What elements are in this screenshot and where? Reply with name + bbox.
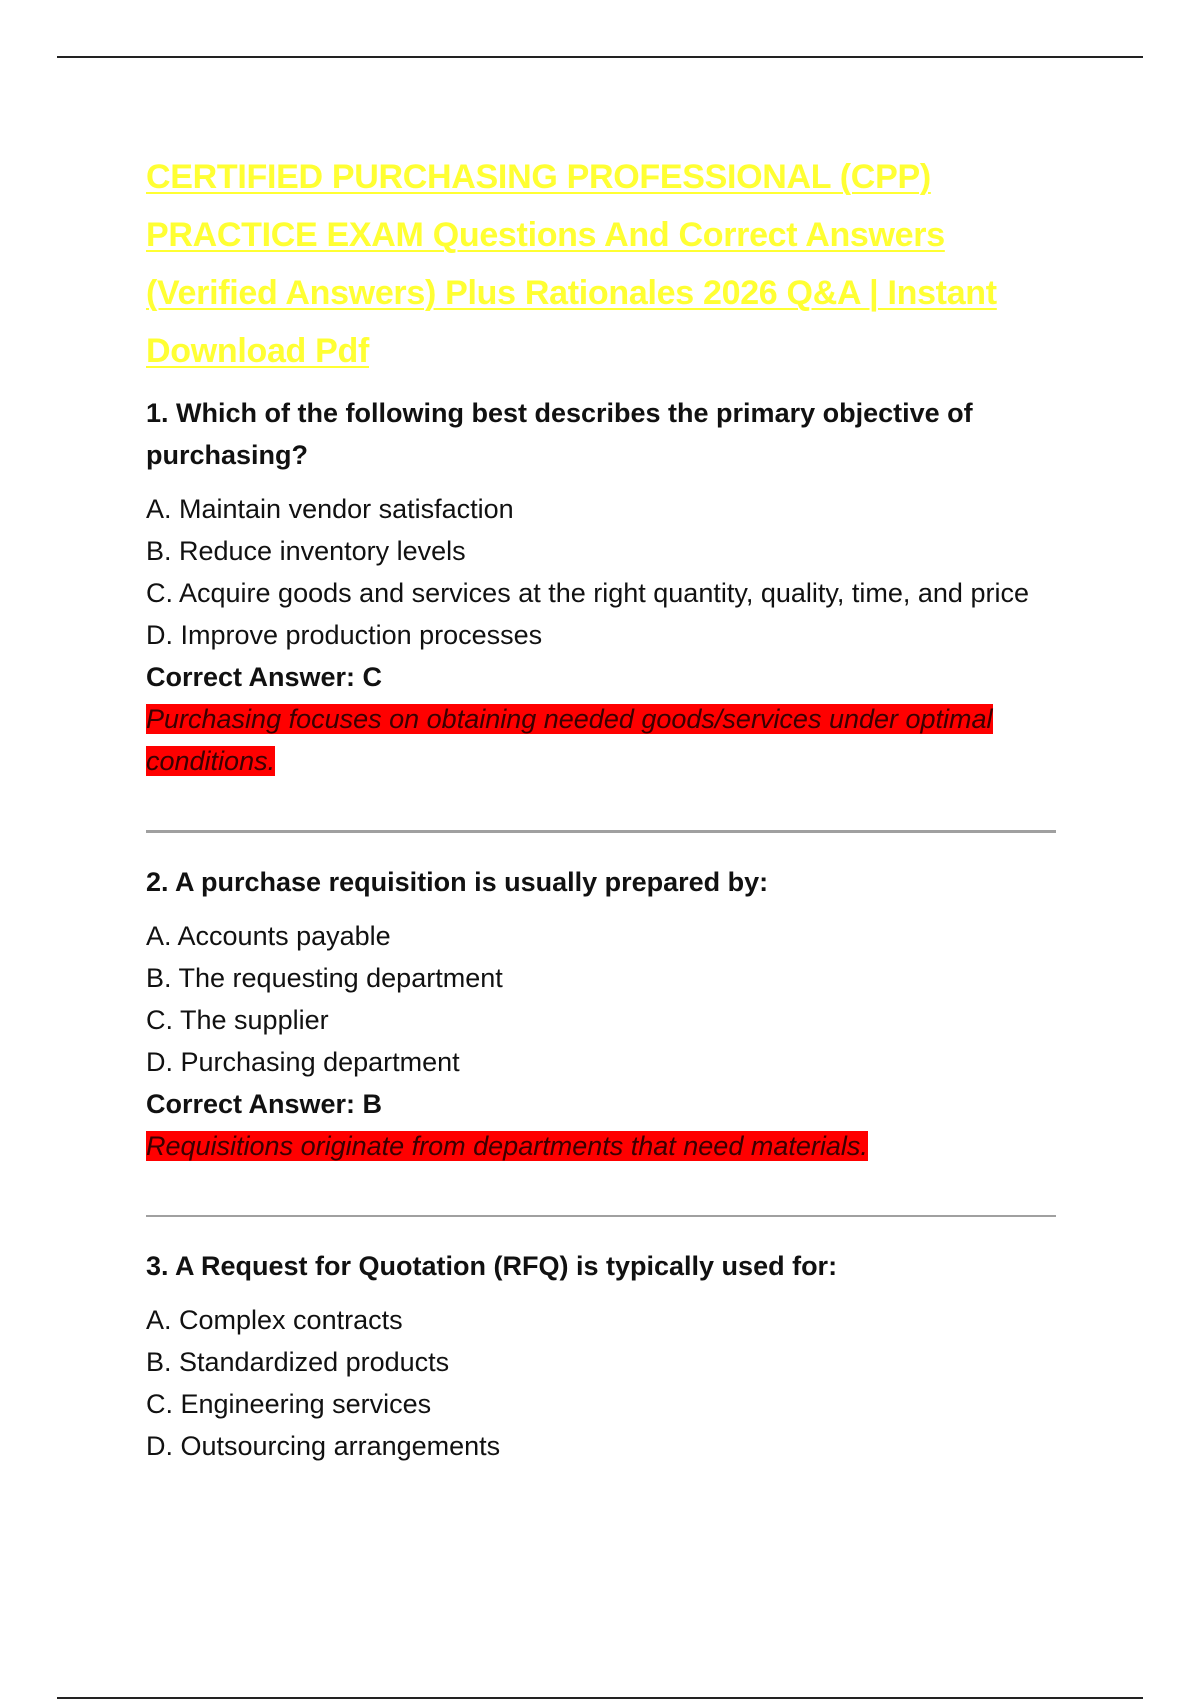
- question-text: 3. A Request for Quotation (RFQ) is typically used for:: [146, 1251, 838, 1281]
- option-d: D. Outsourcing arrangements: [146, 1431, 501, 1461]
- option-a: A. Complex contracts: [146, 1305, 403, 1335]
- option-d: D. Purchasing department: [146, 1047, 460, 1077]
- correct-answer: Correct Answer: C: [146, 662, 383, 692]
- question-3: [146, 1245, 1056, 1467]
- question-1: [146, 392, 1056, 782]
- option-a: A. Accounts payable: [146, 921, 391, 951]
- option-b: B. The requesting department: [146, 963, 503, 993]
- document-body: [146, 148, 1056, 1467]
- option-b: B. Reduce inventory levels: [146, 536, 466, 566]
- rationale-text: Requisitions originate from departments that need materials.: [146, 1131, 868, 1161]
- rationale: [146, 1125, 1056, 1167]
- page-top-rule: [57, 56, 1143, 58]
- question-divider: [146, 1215, 1056, 1217]
- question-text: 2. A purchase requisition is usually prepared by:: [146, 867, 769, 897]
- option-c: C. Acquire goods and services at the right quantity, quality, time, and price: [146, 578, 1029, 608]
- question-divider: [146, 830, 1056, 833]
- option-b: B. Standardized products: [146, 1347, 450, 1377]
- option-d: D. Improve production processes: [146, 620, 543, 650]
- document-title: CERTIFIED PURCHASING PROFESSIONAL (CPP) PRACTICE EXAM Questions And Correct Answers (Verified Answers) Plus Rationales 2026 Q&A | Instant Download Pdf: [146, 158, 997, 370]
- question-text: 1. Which of the following best describes the primary objective of purchasing?: [146, 398, 973, 470]
- page-bottom-rule: [57, 1697, 1143, 1699]
- option-c: C. The supplier: [146, 1005, 329, 1035]
- rationale: [146, 698, 1056, 782]
- question-2: [146, 861, 1056, 1167]
- option-a: A. Maintain vendor satisfaction: [146, 494, 514, 524]
- option-c: C. Engineering services: [146, 1389, 432, 1419]
- rationale-text: Purchasing focuses on obtaining needed goods/services under optimal conditions.: [146, 704, 993, 776]
- correct-answer: Correct Answer: B: [146, 1089, 383, 1119]
